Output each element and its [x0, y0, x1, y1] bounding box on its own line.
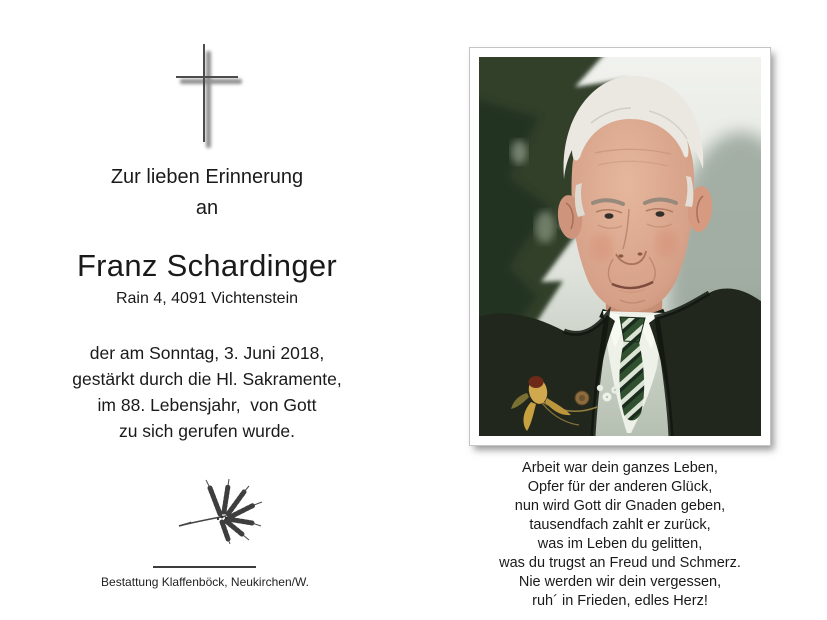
obituary-line: gestärkt durch die Hl. Sakramente,: [72, 369, 342, 389]
signature-divider: [153, 566, 256, 568]
wheat-sprig-icon: [176, 477, 268, 545]
obituary-text: [0, 340, 414, 444]
funeral-home: Bestattung Klaffenböck, Neukirchen/W.: [101, 575, 309, 589]
poem-line: nun wird Gott dir Gnaden geben,: [514, 498, 726, 514]
jacket-button: [575, 391, 589, 405]
memorial-intro-line2: an: [195, 197, 219, 219]
memorial-intro-line1: Zur lieben Erinnerung: [110, 166, 304, 188]
cross-icon: [170, 42, 248, 156]
poem-line: Opfer für der anderen Glück,: [527, 479, 713, 495]
cross-shadow-vertical: [206, 51, 211, 148]
memorial-intro: [0, 162, 414, 224]
poem-line: Arbeit war dein ganzes Leben,: [522, 460, 718, 476]
deceased-name: Franz Schardinger: [76, 248, 338, 283]
poem-line: tausendfach zahlt er zurück,: [529, 517, 711, 533]
portrait-photo: [470, 48, 770, 445]
poem-line: ruh´ in Frieden, edles Herz!: [532, 593, 708, 609]
poem-line: Nie werden wir dein vergessen,: [518, 574, 722, 590]
deceased-address: Rain 4, 4091 Vichtenstein: [115, 290, 299, 307]
poem-line: was im Leben du gelitten,: [537, 536, 703, 552]
poem-line: was du trugst an Freud und Schmerz.: [499, 555, 741, 571]
memorial-poem: [450, 459, 790, 611]
obituary-line: im 88. Lebensjahr, von Gott: [97, 395, 317, 415]
cross-shadow-horizontal: [180, 79, 242, 84]
obituary-line: zu sich gerufen wurde.: [118, 421, 296, 441]
obituary-line: der am Sonntag, 3. Juni 2018,: [89, 343, 325, 363]
cross-line-vertical: [203, 44, 205, 142]
cross-line-horizontal: [176, 76, 238, 78]
